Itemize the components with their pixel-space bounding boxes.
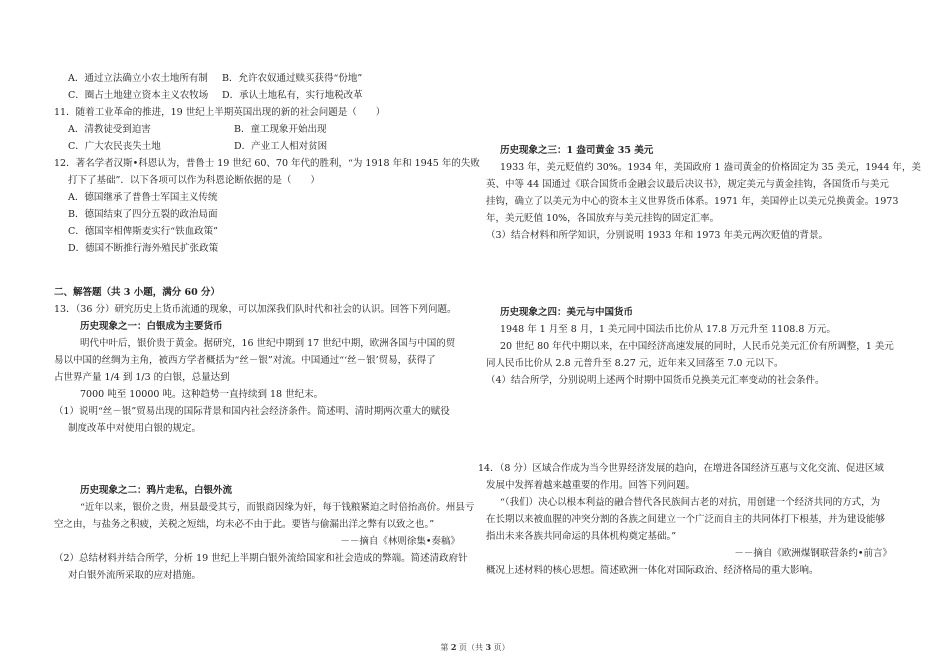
phenomenon1-line1: 明代中叶后，银价贵于黄金。据研究，16 世纪中期到 17 世纪中期，欧洲各国与中国的贸 — [80, 338, 456, 349]
phenomenon4-title: 历史现象之四：美元与中国货币 — [500, 307, 634, 318]
section2 — [54, 284, 474, 437]
q14-stem-line2: 发展中发挥着越来越重要的作用。回答下列问题。 — [486, 480, 696, 491]
phenomenon4 — [486, 304, 906, 389]
q12-stem-line2: 打下了基础”．以下各项可以作为科恩论断依据的是（ ） — [68, 175, 320, 186]
q11-options-row1 — [54, 121, 474, 138]
q12-option-a: A．德国继承了普鲁士军国主义传统 — [68, 192, 218, 203]
q13-sub1-line1: （1）说明“丝－银”贸易出现的国际背景和国内社会经济条件。简述明、清时期两次重大的赋役 — [54, 406, 450, 417]
phenomenon4-line3: 同人民币比价从 2.8 元普升至 8.27 元，近年来又回落至 7.0 元以下。 — [486, 358, 784, 369]
phenomenon2 — [54, 482, 474, 584]
phenomenon1-title: 历史现象之一：白银成为主要货币 — [80, 321, 223, 332]
q10-options-row1 — [54, 70, 474, 87]
phenomenon3-line1: 1933 年，美元贬值约 30%。1934 年，美国政府 1 盎司黄金的价格固定为 35 美元，1944 年，美 — [500, 162, 921, 173]
q11-stem: 11．随着工业革命的推进，19 世纪上半期英国出现的新的社会问题是（ ） — [54, 107, 386, 118]
q10-option-b: B．允许农奴通过赎买获得“份地” — [222, 73, 363, 84]
q10-option-d: D．承认土地私有，实行地税改革 — [222, 90, 363, 101]
phenomenon3-title: 历史现象之三：1 盎司黄金 35 美元 — [500, 145, 654, 156]
q14 — [478, 460, 906, 579]
q13-sub2-line2: 对白银外流所采取的应对措施。 — [68, 570, 202, 581]
page-footer — [0, 642, 950, 653]
phenomenon3-line2: 英、中等 44 国通过《联合国货币金融会议最后决议书》，规定美元与黄金挂钩，各国货币与美元 — [486, 179, 889, 190]
q12-option-c: C．德国宰相俾斯麦实行“铁血政策” — [68, 226, 218, 237]
q12-stem-line1: 12．著名学者汉斯•科恩认为，普鲁士 19 世纪 60、70 年代的胜利，“为 1918 年和 1945 年的失败 — [54, 158, 480, 169]
left-column — [54, 70, 480, 257]
q11-option-a: A．清教徒受到迫害 — [68, 124, 151, 135]
q12-option-b: B．德国结束了四分五裂的政治局面 — [68, 209, 218, 220]
q10-options-row2 — [54, 87, 474, 104]
phenomenon2-title: 历史现象之二：鸦片走私，白银外流 — [80, 485, 233, 496]
q14-material-line2: 在长期以来被血腥的冲突分割的各族之间建立一个广泛而自主的共同体打下根基，并为建设能够 — [486, 514, 886, 525]
q14-question: 概况上述材料的核心思想。简述欧洲一体化对国际政治、经济格局的重大影响。 — [486, 565, 819, 576]
footer-middle: 页（共 — [456, 643, 486, 652]
q14-source: －－摘自《欧洲煤钢联营条约•前言》 — [734, 548, 892, 559]
q14-material-line1: “（我们）决心以根本利益的融合替代各民族间古老的对抗，用创建一个经济共同的方式，为 — [500, 497, 881, 508]
phenomenon2-line2: 空之由，与盐务之积疲，关税之短绌，均未必不由于此。要皆与偷漏出洋之弊有以致之也。” — [54, 519, 435, 530]
q13-sub4: （4）结合所学，分别说明上述两个时期中国货币兑换美元汇率变动的社会条件。 — [486, 375, 825, 386]
q11-option-b: B．童工现象开始出现 — [234, 124, 327, 135]
q13-stem: 13．（36 分）研究历史上货币流通的现象，可以加深我们队时代和社会的认识。回答下列问题。 — [54, 304, 457, 315]
phenomenon3-line4: 年，美元贬值 10%，各国放弃与美元挂钩的固定汇率。 — [486, 213, 720, 224]
q13-sub3: （3）结合材料和所学知识，分别说明 1933 年和 1973 年美元两次贬值的背景。 — [486, 230, 828, 241]
footer-total-pages: 3 — [485, 642, 492, 652]
phenomenon1-line4: 7000 吨至 10000 吨。这种趋势一直持续到 18 世纪末。 — [80, 389, 324, 400]
footer-prefix: 第 — [440, 643, 451, 652]
phenomenon2-line1: “近年以来，银价之贵，州县最受其亏，而银商因缘为奸，每于钱粮紧迫之时倍抬高价。州县亏 — [80, 502, 475, 513]
phenomenon4-line2: 20 世纪 80 年代中期以来，在中国经济高速发展的同时，人民币兑美元汇价有所调整，1 美元 — [500, 341, 894, 352]
q11-options-row2 — [54, 138, 474, 155]
q12-option-d: D．德国不断推行海外殖民扩张政策 — [68, 243, 219, 254]
q13-sub1-line2: 制度改革中对使用白银的规定。 — [68, 423, 202, 434]
phenomenon2-source: －－摘自《林则徐集•奏稿》 — [340, 536, 460, 547]
phenomenon3 — [486, 142, 921, 244]
footer-page-number: 2 — [450, 642, 457, 652]
phenomenon4-line1: 1948 年 1 月至 8 月，1 美元同中国法币比价从 17.8 万元升至 1108.8 万元。 — [500, 324, 836, 335]
q13-sub2-line1: （2）总结材料并结合所学，分析 19 世纪上半期白银外流给国家和社会造成的弊端。简述清政府针 — [54, 553, 468, 564]
q14-material-line3: 指出未来各族共同命运的具体机构奠定基础。” — [486, 531, 677, 542]
phenomenon1-line3: 占世界产量 1/4 到 1/3 的白银，总量达到 — [54, 372, 230, 383]
q14-stem-line1: 14．（8 分）区域合作成为当今世界经济发展的趋向，在增进各国经济互惠与文化交流、促进区域 — [478, 463, 884, 474]
section2-title: 二、解答题（共 3 小题，满分 60 分） — [54, 287, 221, 298]
q11-option-d: D．产业工人相对贫困 — [234, 141, 328, 152]
phenomenon3-line3: 挂钩，确立了以美元为中心的资本主义世界货币体系。1971 年，美国停止以美元兑换黄金。1973 — [486, 196, 899, 207]
q11-option-c: C．广大农民丧失土地 — [68, 141, 161, 152]
q10-option-c: C．圈占土地建立资本主义农牧场 — [68, 90, 209, 101]
phenomenon1-line2: 易以中国的丝绸为主角，被西方学者概括为“丝－银”对流。中国通过“‘丝－银’贸易，获得了 — [54, 355, 436, 366]
footer-suffix: 页） — [491, 643, 510, 652]
q10-option-a: A．通过立法确立小农土地所有制 — [68, 73, 208, 84]
